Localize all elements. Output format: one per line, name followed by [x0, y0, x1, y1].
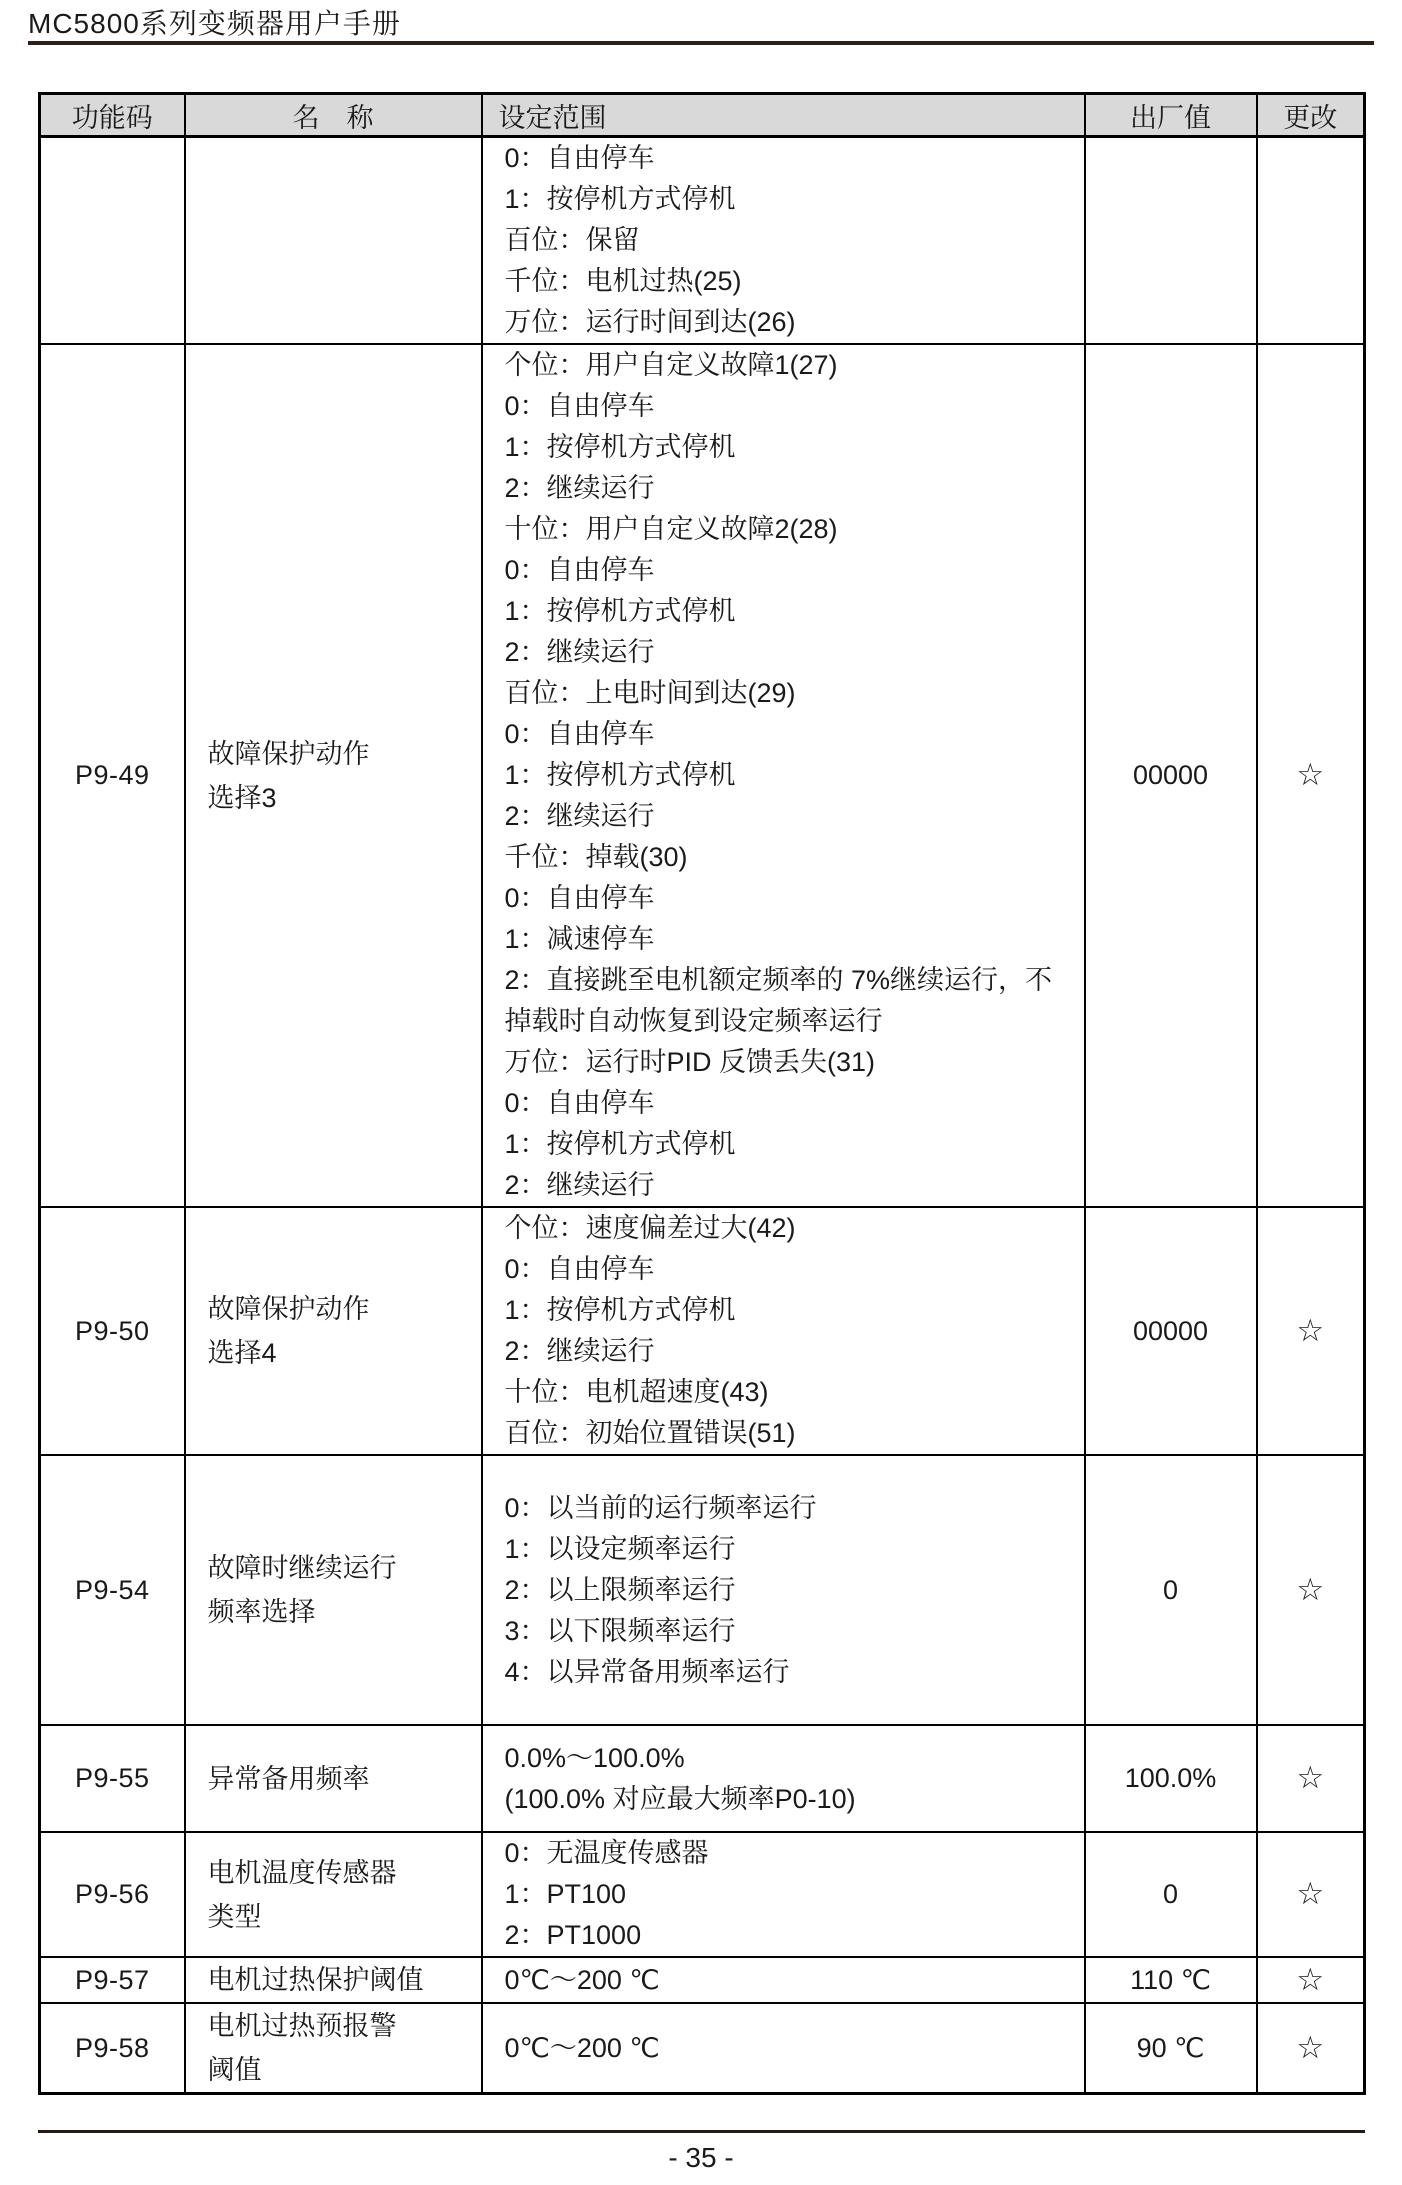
range-line: 0：自由停车	[504, 1254, 655, 1284]
range-line: 3：以下限频率运行	[504, 1615, 736, 1646]
range-line: 个位：速度偏差过大(42)	[504, 1213, 796, 1243]
column-header-factory: 出厂值	[1085, 94, 1257, 137]
change-cell	[1257, 1455, 1365, 1725]
function-code-cell: P9-54	[40, 1455, 185, 1725]
function-code-cell: P9-57	[40, 1957, 185, 2003]
range-line: 0.0%～100.0%	[504, 1742, 685, 1773]
page-title: MC5800系列变频器用户手册	[28, 8, 401, 39]
range-cell	[482, 137, 1085, 345]
range-line: 2：PT1000	[504, 1920, 642, 1950]
table-header-row	[40, 94, 1365, 137]
star-icon: ☆	[1296, 1571, 1325, 1607]
change-cell	[1257, 1207, 1365, 1455]
star-icon: ☆	[1296, 2029, 1325, 2065]
factory-value-cell: 110 ℃	[1085, 1957, 1257, 2003]
range-line: 2：继续运行	[504, 1336, 655, 1366]
range-line: 1：以设定频率运行	[504, 1533, 736, 1564]
name-line: 故障时继续运行	[207, 1553, 397, 1583]
range-line: 1：按停机方式停机	[504, 1129, 736, 1159]
name-line: 故障保护动作	[207, 1294, 370, 1324]
name-cell	[185, 1455, 482, 1725]
range-line: 十位：电机超速度(43)	[504, 1377, 769, 1407]
range-line: 1：按停机方式停机	[504, 184, 736, 214]
name-line: 故障保护动作	[207, 738, 370, 769]
name-line: 类型	[207, 1901, 262, 1932]
function-code-cell: P9-49	[40, 344, 185, 1207]
range-line: 0：自由停车	[504, 1088, 655, 1118]
function-code-cell: P9-55	[40, 1725, 185, 1832]
name-cell	[185, 2003, 482, 2094]
range-line: 2：继续运行	[504, 473, 655, 503]
name-cell	[185, 1207, 482, 1455]
range-line: 1：减速停车	[504, 924, 655, 954]
range-line: 百位：初始位置错误(51)	[504, 1418, 796, 1448]
range-cell	[482, 1207, 1085, 1455]
change-cell	[1257, 1725, 1365, 1832]
star-icon: ☆	[1296, 1312, 1325, 1348]
range-cell	[482, 1832, 1085, 1957]
range-line: 2：以上限频率运行	[504, 1574, 736, 1605]
range-line: 十位：用户自定义故障2(28)	[504, 514, 838, 544]
range-cell	[482, 1455, 1085, 1725]
range-line: 2：直接跳至电机额定频率的 7%继续运行，不掉载时自动恢复到设定频率运行	[504, 965, 1053, 1036]
factory-value-cell: 00000	[1085, 344, 1257, 1207]
range-line: (100.0% 对应最大频率P0-10)	[504, 1783, 856, 1814]
change-cell	[1257, 2003, 1365, 2094]
range-line: 0：自由停车	[504, 555, 655, 585]
range-line: 1：按停机方式停机	[504, 760, 736, 790]
header-rule	[28, 41, 1374, 45]
factory-value-cell: 100.0%	[1085, 1725, 1257, 1832]
table-row	[40, 2003, 1365, 2094]
range-line: 百位：上电时间到达(29)	[504, 678, 796, 708]
change-cell	[1257, 137, 1365, 345]
change-cell	[1257, 344, 1365, 1207]
name-cell	[185, 1957, 482, 2003]
factory-value-cell	[1085, 137, 1257, 345]
range-line: 0：自由停车	[504, 719, 655, 749]
name-cell	[185, 137, 482, 345]
table-row	[40, 1957, 1365, 2003]
range-line: 个位：用户自定义故障1(27)	[504, 350, 838, 380]
range-line: 0：自由停车	[504, 143, 655, 173]
column-header-name: 名 称	[185, 94, 482, 137]
table-row	[40, 344, 1365, 1207]
range-line: 万位：运行时PID 反馈丢失(31)	[504, 1047, 876, 1077]
page-number: - 35 -	[668, 2142, 734, 2173]
name-line: 频率选择	[207, 1597, 316, 1627]
range-line: 2：继续运行	[504, 1170, 655, 1200]
range-line: 0：自由停车	[504, 883, 655, 913]
function-code-cell: P9-56	[40, 1832, 185, 1957]
range-line: 千位：掉载(30)	[504, 842, 688, 872]
function-code-cell: P9-58	[40, 2003, 185, 2094]
change-cell	[1257, 1832, 1365, 1957]
range-line: 1：按停机方式停机	[504, 596, 736, 626]
range-line: 0：无温度传感器	[504, 1838, 709, 1868]
factory-value-cell: 00000	[1085, 1207, 1257, 1455]
range-line: 1：PT100	[504, 1879, 627, 1909]
star-icon: ☆	[1296, 1876, 1325, 1911]
range-line: 0℃～200 ℃	[504, 2032, 660, 2063]
table-row	[40, 1455, 1365, 1725]
footer-rule	[38, 2130, 1365, 2133]
parameter-table	[38, 92, 1366, 2095]
name-cell	[185, 1725, 482, 1832]
star-icon: ☆	[1296, 757, 1325, 792]
range-line: 0：自由停车	[504, 391, 655, 421]
table-row	[40, 137, 1365, 345]
name-cell	[185, 1832, 482, 1957]
column-header-change: 更改	[1257, 94, 1365, 137]
range-line: 0：以当前的运行频率运行	[504, 1492, 817, 1523]
name-line: 电机过热保护阈值	[207, 1965, 424, 1995]
range-line: 万位：运行时间到达(26)	[504, 307, 796, 337]
table-row	[40, 1207, 1365, 1455]
name-line: 阈值	[207, 2055, 262, 2085]
range-cell	[482, 1957, 1085, 2003]
column-header-range: 设定范围	[482, 94, 1085, 137]
column-header-code: 功能码	[40, 94, 185, 137]
star-icon: ☆	[1296, 1961, 1325, 1997]
table-row	[40, 1725, 1365, 1832]
name-line: 电机温度传感器	[207, 1857, 397, 1888]
factory-value-cell: 90 ℃	[1085, 2003, 1257, 2094]
range-line: 0℃～200 ℃	[504, 1964, 660, 1995]
name-line: 选择4	[207, 1338, 277, 1368]
range-cell	[482, 2003, 1085, 2094]
range-line: 2：继续运行	[504, 637, 655, 667]
range-line: 百位：保留	[504, 225, 640, 255]
name-cell	[185, 344, 482, 1207]
factory-value-cell: 0	[1085, 1832, 1257, 1957]
range-line: 4：以异常备用频率运行	[504, 1656, 790, 1687]
range-cell	[482, 1725, 1085, 1832]
factory-value-cell: 0	[1085, 1455, 1257, 1725]
function-code-cell	[40, 137, 185, 345]
name-line: 选择3	[207, 782, 277, 813]
name-line: 异常备用频率	[207, 1763, 370, 1794]
change-cell	[1257, 1957, 1365, 2003]
range-line: 1：按停机方式停机	[504, 1295, 736, 1325]
range-line: 2：继续运行	[504, 801, 655, 831]
range-line: 1：按停机方式停机	[504, 432, 736, 462]
function-code-cell: P9-50	[40, 1207, 185, 1455]
range-line: 千位：电机过热(25)	[504, 266, 742, 296]
star-icon: ☆	[1296, 1760, 1325, 1795]
table-row	[40, 1832, 1365, 1957]
range-cell	[482, 344, 1085, 1207]
name-line: 电机过热预报警	[207, 2011, 397, 2041]
